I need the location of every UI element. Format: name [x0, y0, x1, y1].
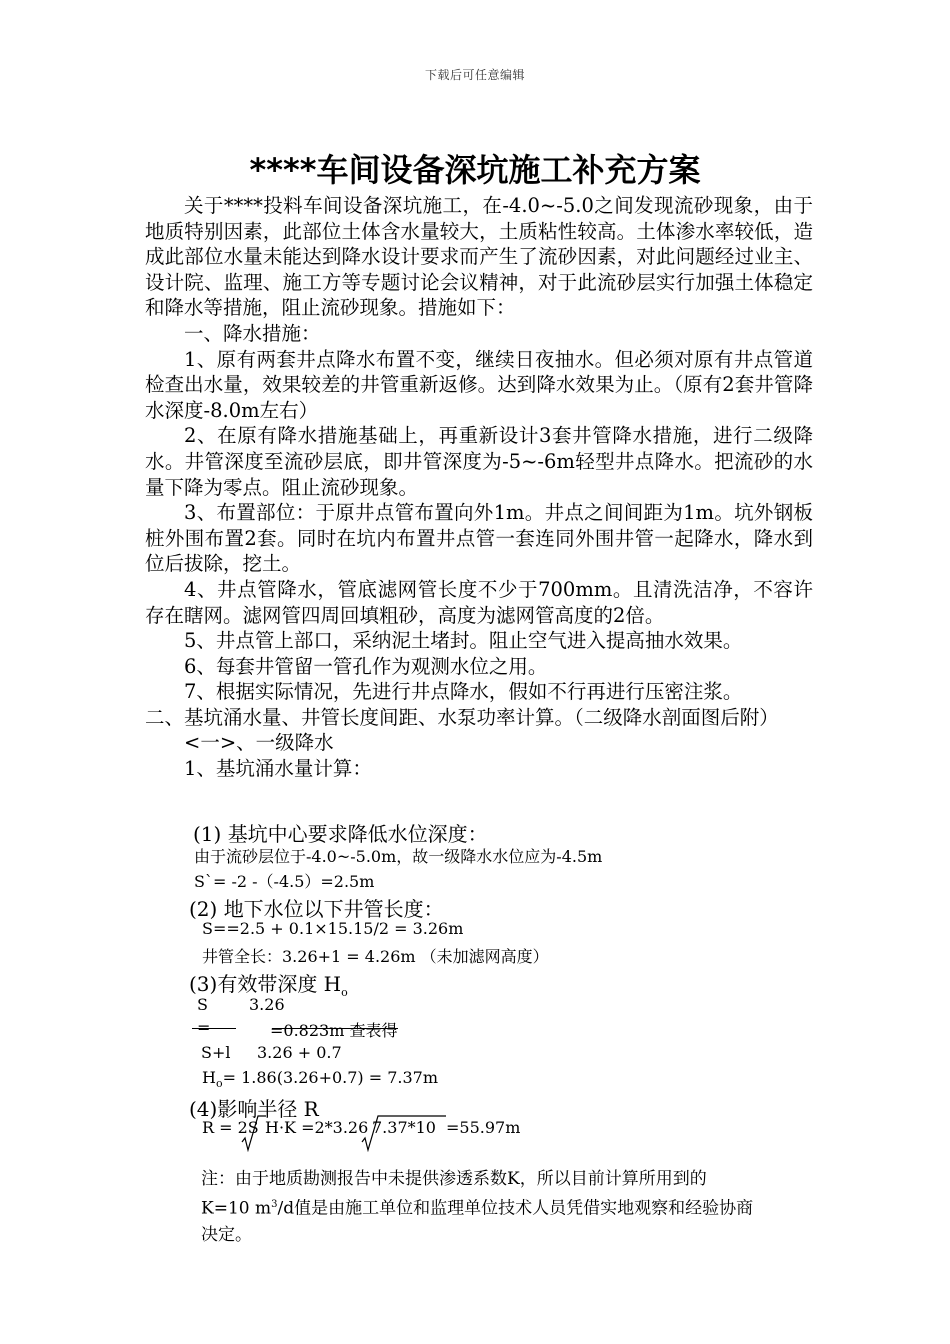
- measure-item-2: 2、在原有降水措施基础上，再重新设计3套井管降水措施，进行二级降水。井管深度至流砂层底，即井管深度为-5~-6m轻型井点降水。把流砂的水量下降为零点。阻止流砂现象。: [145, 424, 813, 499]
- section-heading-1: 一、降水措施：: [184, 321, 321, 345]
- calc-item-1-heading: (1) 基坑中心要求降低水位深度：: [193, 822, 488, 846]
- footnote-line-2-rest: /d值是由施工单位和监理单位技术人员凭借实地观察和经验协商: [277, 1198, 754, 1219]
- calc-item-3-numerator-value: 3.26: [249, 995, 285, 1014]
- sqrt-sign-icon: [240, 1114, 266, 1152]
- measure-item-6: 6、每套井管留一管孔作为观测水位之用。: [184, 654, 548, 678]
- calc-item-4-heading: (4)影响半径 R: [189, 1097, 319, 1121]
- calc-heading: 1、基坑涌水量计算：: [184, 757, 372, 781]
- footnote: [201, 1166, 811, 1248]
- calc-item-4-part-c: 7.37*10: [372, 1118, 436, 1137]
- calc-item-3-ho-sub: o: [215, 1077, 223, 1091]
- measure-item-1: 1、原有两套井点降水布置不变，继续日夜抽水。但必须对原有井点管道检查出水量，效果较差的井管重新返修。达到降水效果为止。（原有2套井管降水深度-8.0m左右）: [145, 347, 813, 422]
- measure-item-7: 7、根据实际情况，先进行井点降水，假如不行再进行压密注浆。: [184, 680, 743, 704]
- document-body: [145, 193, 813, 782]
- calc-item-3-result: =0.823m 查表得: [270, 1021, 398, 1040]
- calc-item-3-ho-formula: [202, 1068, 438, 1090]
- footnote-superscript: 3: [271, 1199, 278, 1210]
- calc-item-3-denominator-value: 3.26 + 0.7: [257, 1043, 342, 1062]
- calc-item-4-part-d: =55.97m: [446, 1118, 521, 1137]
- measure-item-3: 3、布置部位：于原井点管布置向外1m。井点之间间距为1m。坑外钢板桩外围布置2套。同时在坑内布置井点管一套连同外围井管一起降水，降水到位后拔除，挖土。: [145, 501, 813, 576]
- calc-item-3-heading-main: (3)有效带深度 H: [189, 972, 342, 996]
- calc-item-2-line-1: S==2.5 + 0.1×15.15/2 = 3.26m: [202, 919, 464, 938]
- calc-item-4-part-b: H·K =2*3.26: [265, 1118, 369, 1137]
- section-heading-2: 二、基坑涌水量、井管长度间距、水泵功率计算。（二级降水剖面图后附）: [145, 705, 779, 729]
- calc-item-3-ho-h: H: [202, 1068, 216, 1087]
- header-note: 下载后可任意编辑: [424, 68, 525, 82]
- calc-item-1-line-2: S`= -2 -（-4.5）=2.5m: [194, 872, 375, 891]
- measure-item-5: 5、井点管上部口，采纳泥土堵封。阻止空气进入提高抽水效果。: [184, 629, 743, 653]
- calc-item-2-line-2: 井管全长：3.26+1 = 4.26m （未加滤网高度）: [202, 947, 549, 966]
- footnote-k-value: K=10 m: [201, 1198, 272, 1219]
- intro-paragraph: 关于****投料车间设备深坑施工，在-4.0~-5.0之间发现流砂现象，由于地质特别因素，此部位土体含水量较大，土质粘性较高。土体渗水率较低，造成此部位水量未能达到降水设计要求而产生了流砂因素，对此问题经过业主、设计院、监理、施工方等专题讨论会议精神，对于此流砂层实行加强土体稳定和降水等措施，阻止流砂现象。措施如下：: [145, 194, 813, 320]
- footnote-line-1: 注：由于地质勘测报告中未提供渗透系数K，所以目前计算所用到的: [201, 1169, 707, 1189]
- calc-item-3-numerator-s: S: [197, 995, 208, 1014]
- calc-item-3-ho-rest: = 1.86(3.26+0.7) = 7.37m: [222, 1068, 439, 1087]
- footnote-line-3: 决定。: [201, 1224, 252, 1245]
- calc-item-2-heading: (2) 地下水位以下井管长度：: [189, 897, 444, 921]
- document-title: ****车间设备深坑施工补充方案: [249, 151, 701, 189]
- calc-item-3-denominator-s: S+l: [201, 1043, 231, 1062]
- footnote-line-2: [201, 1192, 811, 1222]
- calc-item-4-part-a: R = 2S: [202, 1118, 259, 1137]
- measure-item-4: 4、井点管降水，管底滤网管长度不少于700mm。且清洗洁净，不容许存在瞎网。滤网管四周回填粗砂，高度为滤网管高度的2倍。: [145, 577, 813, 627]
- calc-item-3-heading-sub: o: [341, 986, 348, 999]
- calc-item-3-equals: =: [197, 1018, 211, 1037]
- subsection-heading: <一>、一级降水: [184, 731, 334, 755]
- calc-item-1-line-1: 由于流砂层位于-4.0~-5.0m，故一级降水水位应为-4.5m: [194, 847, 603, 866]
